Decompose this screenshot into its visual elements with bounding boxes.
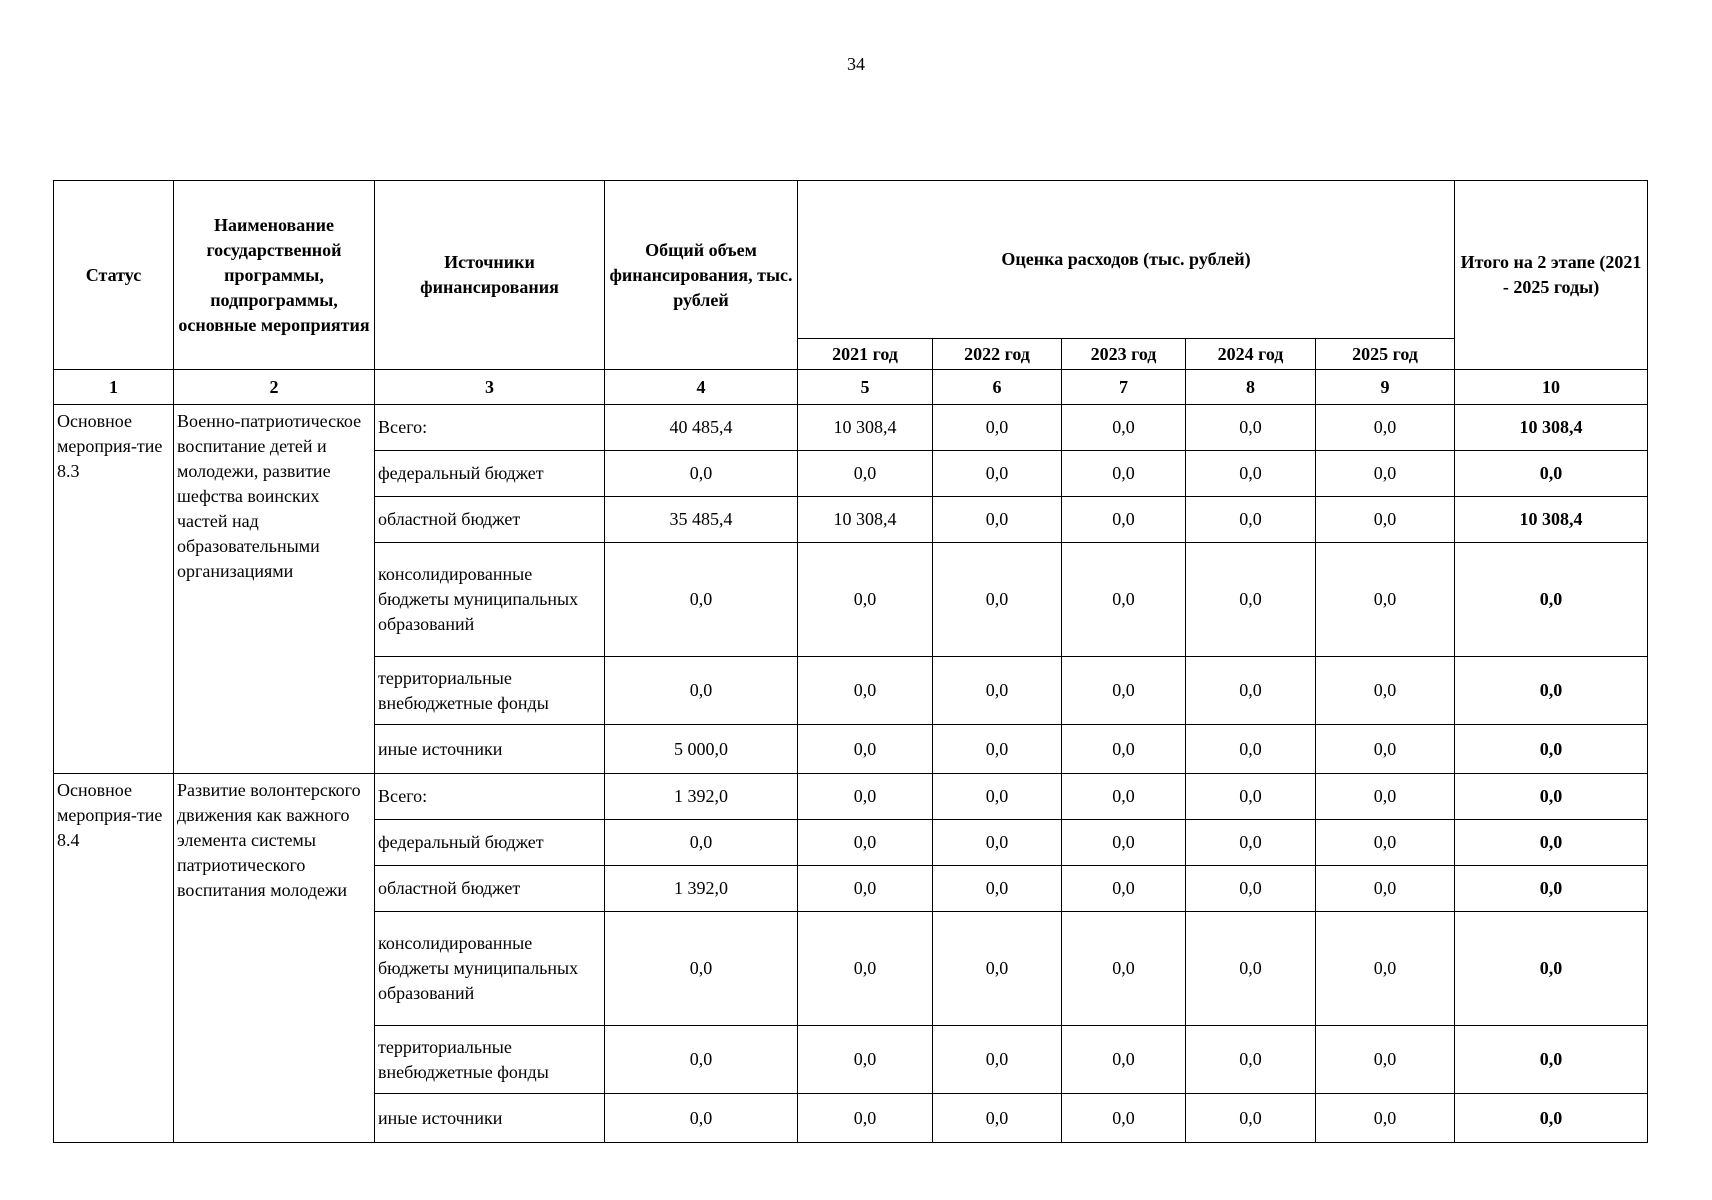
year-value-cell: 10 308,4 — [798, 497, 933, 543]
stage-total-cell: 0,0 — [1455, 820, 1648, 866]
stage-total-cell: 0,0 — [1455, 774, 1648, 820]
year-value-cell: 0,0 — [1316, 820, 1455, 866]
year-value-cell: 0,0 — [1062, 774, 1186, 820]
total-volume-cell: 5 000,0 — [605, 725, 798, 774]
year-value-cell: 0,0 — [1186, 820, 1316, 866]
total-volume-cell: 0,0 — [605, 451, 798, 497]
year-value-cell: 0,0 — [1062, 657, 1186, 725]
year-value-cell: 0,0 — [1186, 1094, 1316, 1143]
stage-total-cell: 0,0 — [1455, 725, 1648, 774]
total-volume-cell: 0,0 — [605, 820, 798, 866]
year-value-cell: 0,0 — [1316, 774, 1455, 820]
column-number-row — [54, 370, 1648, 405]
year-value-cell: 0,0 — [933, 725, 1062, 774]
total-volume-cell: 35 485,4 — [605, 497, 798, 543]
year-value-cell: 0,0 — [1062, 543, 1186, 657]
column-number: 9 — [1316, 370, 1455, 405]
year-value-cell: 0,0 — [933, 866, 1062, 912]
year-value-cell: 0,0 — [933, 1094, 1062, 1143]
program-name-cell: Развитие волонтерского движения как важного элемента системы патриотического воспитания молодежи — [174, 774, 375, 1143]
table-row — [54, 405, 1648, 451]
column-number: 8 — [1186, 370, 1316, 405]
year-value-cell: 0,0 — [1186, 866, 1316, 912]
total-volume-cell: 0,0 — [605, 1094, 798, 1143]
year-value-cell: 0,0 — [1186, 912, 1316, 1026]
program-name-cell: Военно-патриотическое воспитание детей и молодежи, развитие шефства воинских частей над образовательными организациями — [174, 405, 375, 774]
stage-total-cell: 10 308,4 — [1455, 405, 1648, 451]
year-value-cell: 0,0 — [1316, 405, 1455, 451]
funding-source-cell: федеральный бюджет — [375, 451, 605, 497]
year-value-cell: 0,0 — [933, 1026, 1062, 1094]
funding-source-cell: областной бюджет — [375, 866, 605, 912]
year-value-cell: 0,0 — [1186, 657, 1316, 725]
stage-total-cell: 0,0 — [1455, 543, 1648, 657]
funding-source-cell: территориальные внебюджетные фонды — [375, 657, 605, 725]
year-value-cell: 0,0 — [933, 497, 1062, 543]
year-value-cell: 0,0 — [1062, 1026, 1186, 1094]
funding-source-cell: консолидированные бюджеты муниципальных образований — [375, 543, 605, 657]
funding-source-cell: иные источники — [375, 1094, 605, 1143]
year-value-cell: 0,0 — [798, 543, 933, 657]
total-volume-cell: 0,0 — [605, 1026, 798, 1094]
header-program-name: Наименование государственной программы, подпрограммы, основные мероприятия — [174, 181, 375, 370]
year-value-cell: 0,0 — [1316, 497, 1455, 543]
column-number: 10 — [1455, 370, 1648, 405]
column-number: 3 — [375, 370, 605, 405]
total-volume-cell: 1 392,0 — [605, 866, 798, 912]
stage-total-cell: 10 308,4 — [1455, 497, 1648, 543]
funding-source-cell: территориальные внебюджетные фонды — [375, 1026, 605, 1094]
column-number: 2 — [174, 370, 375, 405]
stage-total-cell: 0,0 — [1455, 657, 1648, 725]
year-value-cell: 0,0 — [933, 451, 1062, 497]
year-value-cell: 0,0 — [1062, 405, 1186, 451]
stage-total-cell: 0,0 — [1455, 1094, 1648, 1143]
year-value-cell: 0,0 — [1062, 912, 1186, 1026]
year-value-cell: 0,0 — [798, 1026, 933, 1094]
year-value-cell: 0,0 — [933, 774, 1062, 820]
year-value-cell: 0,0 — [1062, 725, 1186, 774]
total-volume-cell: 0,0 — [605, 543, 798, 657]
status-cell: Основное мероприя-тие 8.4 — [54, 774, 174, 1143]
status-cell: Основное мероприя-тие 8.3 — [54, 405, 174, 774]
column-number: 6 — [933, 370, 1062, 405]
year-value-cell: 0,0 — [798, 820, 933, 866]
year-value-cell: 0,0 — [798, 866, 933, 912]
stage-total-cell: 0,0 — [1455, 451, 1648, 497]
year-value-cell: 0,0 — [1062, 866, 1186, 912]
year-value-cell: 0,0 — [1316, 912, 1455, 1026]
year-value-cell: 0,0 — [933, 543, 1062, 657]
header-expense-estimate: Оценка расходов (тыс. рублей) — [798, 181, 1455, 339]
stage-total-cell: 0,0 — [1455, 912, 1648, 1026]
table-row — [54, 774, 1648, 820]
year-value-cell: 0,0 — [1316, 451, 1455, 497]
stage-total-cell: 0,0 — [1455, 866, 1648, 912]
header-year-2024: 2024 год — [1186, 339, 1316, 370]
total-volume-cell: 0,0 — [605, 912, 798, 1026]
year-value-cell: 0,0 — [1316, 725, 1455, 774]
year-value-cell: 0,0 — [1062, 1094, 1186, 1143]
funding-source-cell: Всего: — [375, 774, 605, 820]
header-year-2021: 2021 год — [798, 339, 933, 370]
funding-source-cell: федеральный бюджет — [375, 820, 605, 866]
year-value-cell: 0,0 — [1062, 497, 1186, 543]
year-value-cell: 10 308,4 — [798, 405, 933, 451]
year-value-cell: 0,0 — [1316, 1026, 1455, 1094]
funding-source-cell: консолидированные бюджеты муниципальных образований — [375, 912, 605, 1026]
total-volume-cell: 0,0 — [605, 657, 798, 725]
year-value-cell: 0,0 — [1186, 451, 1316, 497]
year-value-cell: 0,0 — [1316, 866, 1455, 912]
page-number: 34 — [847, 54, 865, 74]
year-value-cell: 0,0 — [798, 912, 933, 1026]
year-value-cell: 0,0 — [933, 912, 1062, 1026]
year-value-cell: 0,0 — [798, 657, 933, 725]
funding-source-cell: Всего: — [375, 405, 605, 451]
funding-source-cell: областной бюджет — [375, 497, 605, 543]
header-year-2022: 2022 год — [933, 339, 1062, 370]
column-number: 5 — [798, 370, 933, 405]
column-number: 7 — [1062, 370, 1186, 405]
year-value-cell: 0,0 — [1316, 1094, 1455, 1143]
year-value-cell: 0,0 — [1186, 497, 1316, 543]
year-value-cell: 0,0 — [1186, 405, 1316, 451]
header-sources: Источники финансирования — [375, 181, 605, 370]
year-value-cell: 0,0 — [1186, 1026, 1316, 1094]
stage-total-cell: 0,0 — [1455, 1026, 1648, 1094]
year-value-cell: 0,0 — [1062, 820, 1186, 866]
year-value-cell: 0,0 — [1186, 725, 1316, 774]
year-value-cell: 0,0 — [1186, 543, 1316, 657]
year-value-cell: 0,0 — [798, 725, 933, 774]
header-stage-total: Итого на 2 этапе (2021 - 2025 годы) — [1455, 181, 1648, 370]
header-total-volume: Общий объем финансирования, тыс. рублей — [605, 181, 798, 370]
year-value-cell: 0,0 — [1316, 543, 1455, 657]
total-volume-cell: 40 485,4 — [605, 405, 798, 451]
year-value-cell: 0,0 — [1062, 451, 1186, 497]
year-value-cell: 0,0 — [933, 820, 1062, 866]
header-status: Статус — [54, 181, 174, 370]
year-value-cell: 0,0 — [798, 451, 933, 497]
header-year-2025: 2025 год — [1316, 339, 1455, 370]
total-volume-cell: 1 392,0 — [605, 774, 798, 820]
funding-table — [53, 180, 1648, 1143]
year-value-cell: 0,0 — [798, 774, 933, 820]
column-number: 1 — [54, 370, 174, 405]
funding-source-cell: иные источники — [375, 725, 605, 774]
year-value-cell: 0,0 — [1316, 657, 1455, 725]
year-value-cell: 0,0 — [933, 405, 1062, 451]
column-number: 4 — [605, 370, 798, 405]
year-value-cell: 0,0 — [798, 1094, 933, 1143]
header-year-2023: 2023 год — [1062, 339, 1186, 370]
year-value-cell: 0,0 — [1186, 774, 1316, 820]
year-value-cell: 0,0 — [933, 657, 1062, 725]
